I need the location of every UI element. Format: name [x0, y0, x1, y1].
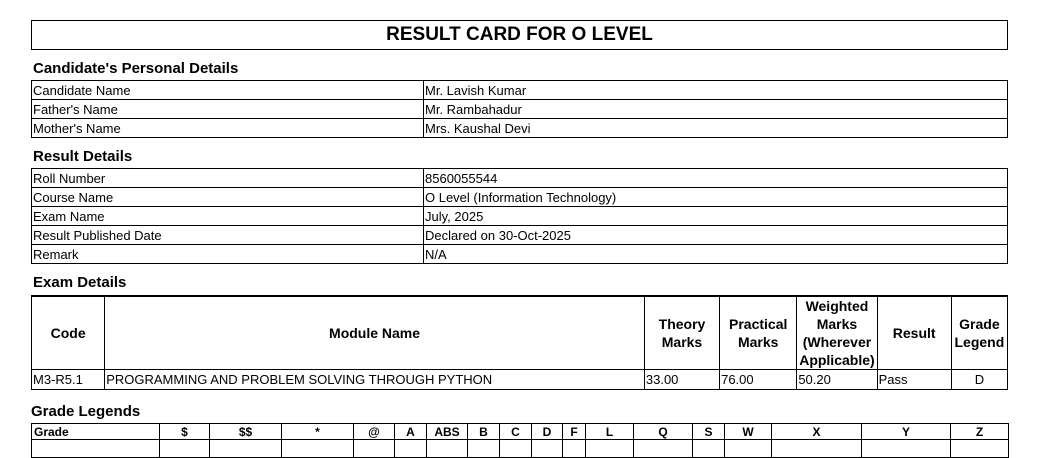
- exam-details-table: [31, 295, 1008, 390]
- col-weighted-line3: (Wherever: [802, 334, 872, 350]
- mother-name-value: Mrs. Kaushal Devi: [424, 119, 1008, 138]
- table-row: [32, 169, 1008, 188]
- grade-legend-y: Y: [862, 424, 951, 440]
- grade-legend-cell: [32, 440, 160, 458]
- col-theory-line2: Marks: [661, 334, 703, 350]
- col-module-name: Module Name: [105, 296, 645, 370]
- col-practical-line2: Marks: [737, 334, 779, 350]
- roll-number-value: 8560055544: [424, 169, 1008, 188]
- col-grade-line1: Grade: [959, 316, 1000, 332]
- grade-legend-cell: [427, 440, 468, 458]
- table-header-row: [32, 296, 1008, 370]
- roll-number-label: Roll Number: [32, 169, 424, 188]
- col-theory-marks: [644, 296, 719, 370]
- grade-legend-a: A: [395, 424, 427, 440]
- father-name-label: Father's Name: [32, 100, 424, 119]
- published-date-label: Result Published Date: [32, 226, 424, 245]
- module-name: PROGRAMMING AND PROBLEM SOLVING THROUGH PYTHON: [105, 370, 645, 390]
- grade-legend-cell: [354, 440, 395, 458]
- grade-legend-cell: [468, 440, 500, 458]
- col-code: Code: [32, 296, 105, 370]
- grade-legend-row: [32, 440, 1009, 458]
- grade-legend-cell: [395, 440, 427, 458]
- exam-details-heading: Exam Details: [33, 274, 127, 291]
- result-details-heading: Result Details: [33, 148, 133, 165]
- col-weighted-line4: Applicable): [799, 352, 875, 368]
- remark-value: N/A: [424, 245, 1008, 264]
- col-result: Result: [877, 296, 951, 370]
- grade-legend-l: L: [586, 424, 634, 440]
- col-practical-line1: Practical: [729, 316, 788, 332]
- grade-legend-q: Q: [634, 424, 693, 440]
- grade-legend-grade: Grade: [32, 424, 160, 440]
- grade-legends-heading: Grade Legends: [31, 403, 141, 420]
- table-row: [32, 81, 1008, 100]
- col-grade-line2: Legend: [954, 334, 1005, 350]
- grade-legend-cell: [586, 440, 634, 458]
- table-row: [32, 119, 1008, 138]
- grade-legend-asterisk: *: [282, 424, 354, 440]
- result-details-table: [31, 168, 1008, 264]
- grade-legend-dollar: $: [160, 424, 210, 440]
- weighted-marks: 50.20: [797, 370, 877, 390]
- personal-details-heading: Candidate's Personal Details: [33, 60, 239, 77]
- grade-legends-table: [31, 423, 1009, 458]
- grade-legend-cell: [951, 440, 1009, 458]
- grade-legend-cell: [634, 440, 693, 458]
- col-weighted-line2: Marks: [816, 316, 858, 332]
- grade-legend-d: D: [532, 424, 563, 440]
- grade-legend-cell: [532, 440, 563, 458]
- col-grade-legend: [951, 296, 1007, 370]
- grade-legend-cell: [210, 440, 282, 458]
- col-weighted-marks: [797, 296, 877, 370]
- grade-legend-header-row: [32, 424, 1009, 440]
- result-value: Pass: [877, 370, 951, 390]
- col-theory-line1: Theory: [658, 316, 706, 332]
- grade-legend-cell: [725, 440, 772, 458]
- module-code: M3-R5.1: [32, 370, 105, 390]
- table-row: [32, 207, 1008, 226]
- table-row: [32, 100, 1008, 119]
- mother-name-label: Mother's Name: [32, 119, 424, 138]
- remark-label: Remark: [32, 245, 424, 264]
- grade-legend-s: S: [693, 424, 725, 440]
- page-title: RESULT CARD FOR O LEVEL: [31, 20, 1008, 50]
- table-row: [32, 370, 1008, 390]
- practical-marks: 76.00: [720, 370, 797, 390]
- grade-value: D: [951, 370, 1007, 390]
- grade-legend-cell: [282, 440, 354, 458]
- table-row: [32, 245, 1008, 264]
- grade-legend-cell: [563, 440, 586, 458]
- table-row: [32, 226, 1008, 245]
- grade-legend-cell: [772, 440, 862, 458]
- grade-legend-b: B: [468, 424, 500, 440]
- grade-legend-c: C: [500, 424, 532, 440]
- course-name-label: Course Name: [32, 188, 424, 207]
- grade-legend-cell: [160, 440, 210, 458]
- candidate-name-label: Candidate Name: [32, 81, 424, 100]
- grade-legend-cell: [693, 440, 725, 458]
- grade-legend-f: F: [563, 424, 586, 440]
- col-weighted-line1: Weighted: [805, 298, 869, 314]
- course-name-value: O Level (Information Technology): [424, 188, 1008, 207]
- grade-legend-z: Z: [951, 424, 1009, 440]
- published-date-value: Declared on 30-Oct-2025: [424, 226, 1008, 245]
- grade-legend-double-dollar: $$: [210, 424, 282, 440]
- grade-legend-cell: [862, 440, 951, 458]
- candidate-name-value: Mr. Lavish Kumar: [424, 81, 1008, 100]
- grade-legend-cell: [500, 440, 532, 458]
- grade-legend-w: W: [725, 424, 772, 440]
- col-practical-marks: [720, 296, 797, 370]
- grade-legend-x: X: [772, 424, 862, 440]
- table-row: [32, 188, 1008, 207]
- exam-name-value: July, 2025: [424, 207, 1008, 226]
- grade-legend-at: @: [354, 424, 395, 440]
- grade-legend-abs: ABS: [427, 424, 468, 440]
- theory-marks: 33.00: [644, 370, 719, 390]
- father-name-value: Mr. Rambahadur: [424, 100, 1008, 119]
- exam-name-label: Exam Name: [32, 207, 424, 226]
- personal-details-table: [31, 80, 1008, 138]
